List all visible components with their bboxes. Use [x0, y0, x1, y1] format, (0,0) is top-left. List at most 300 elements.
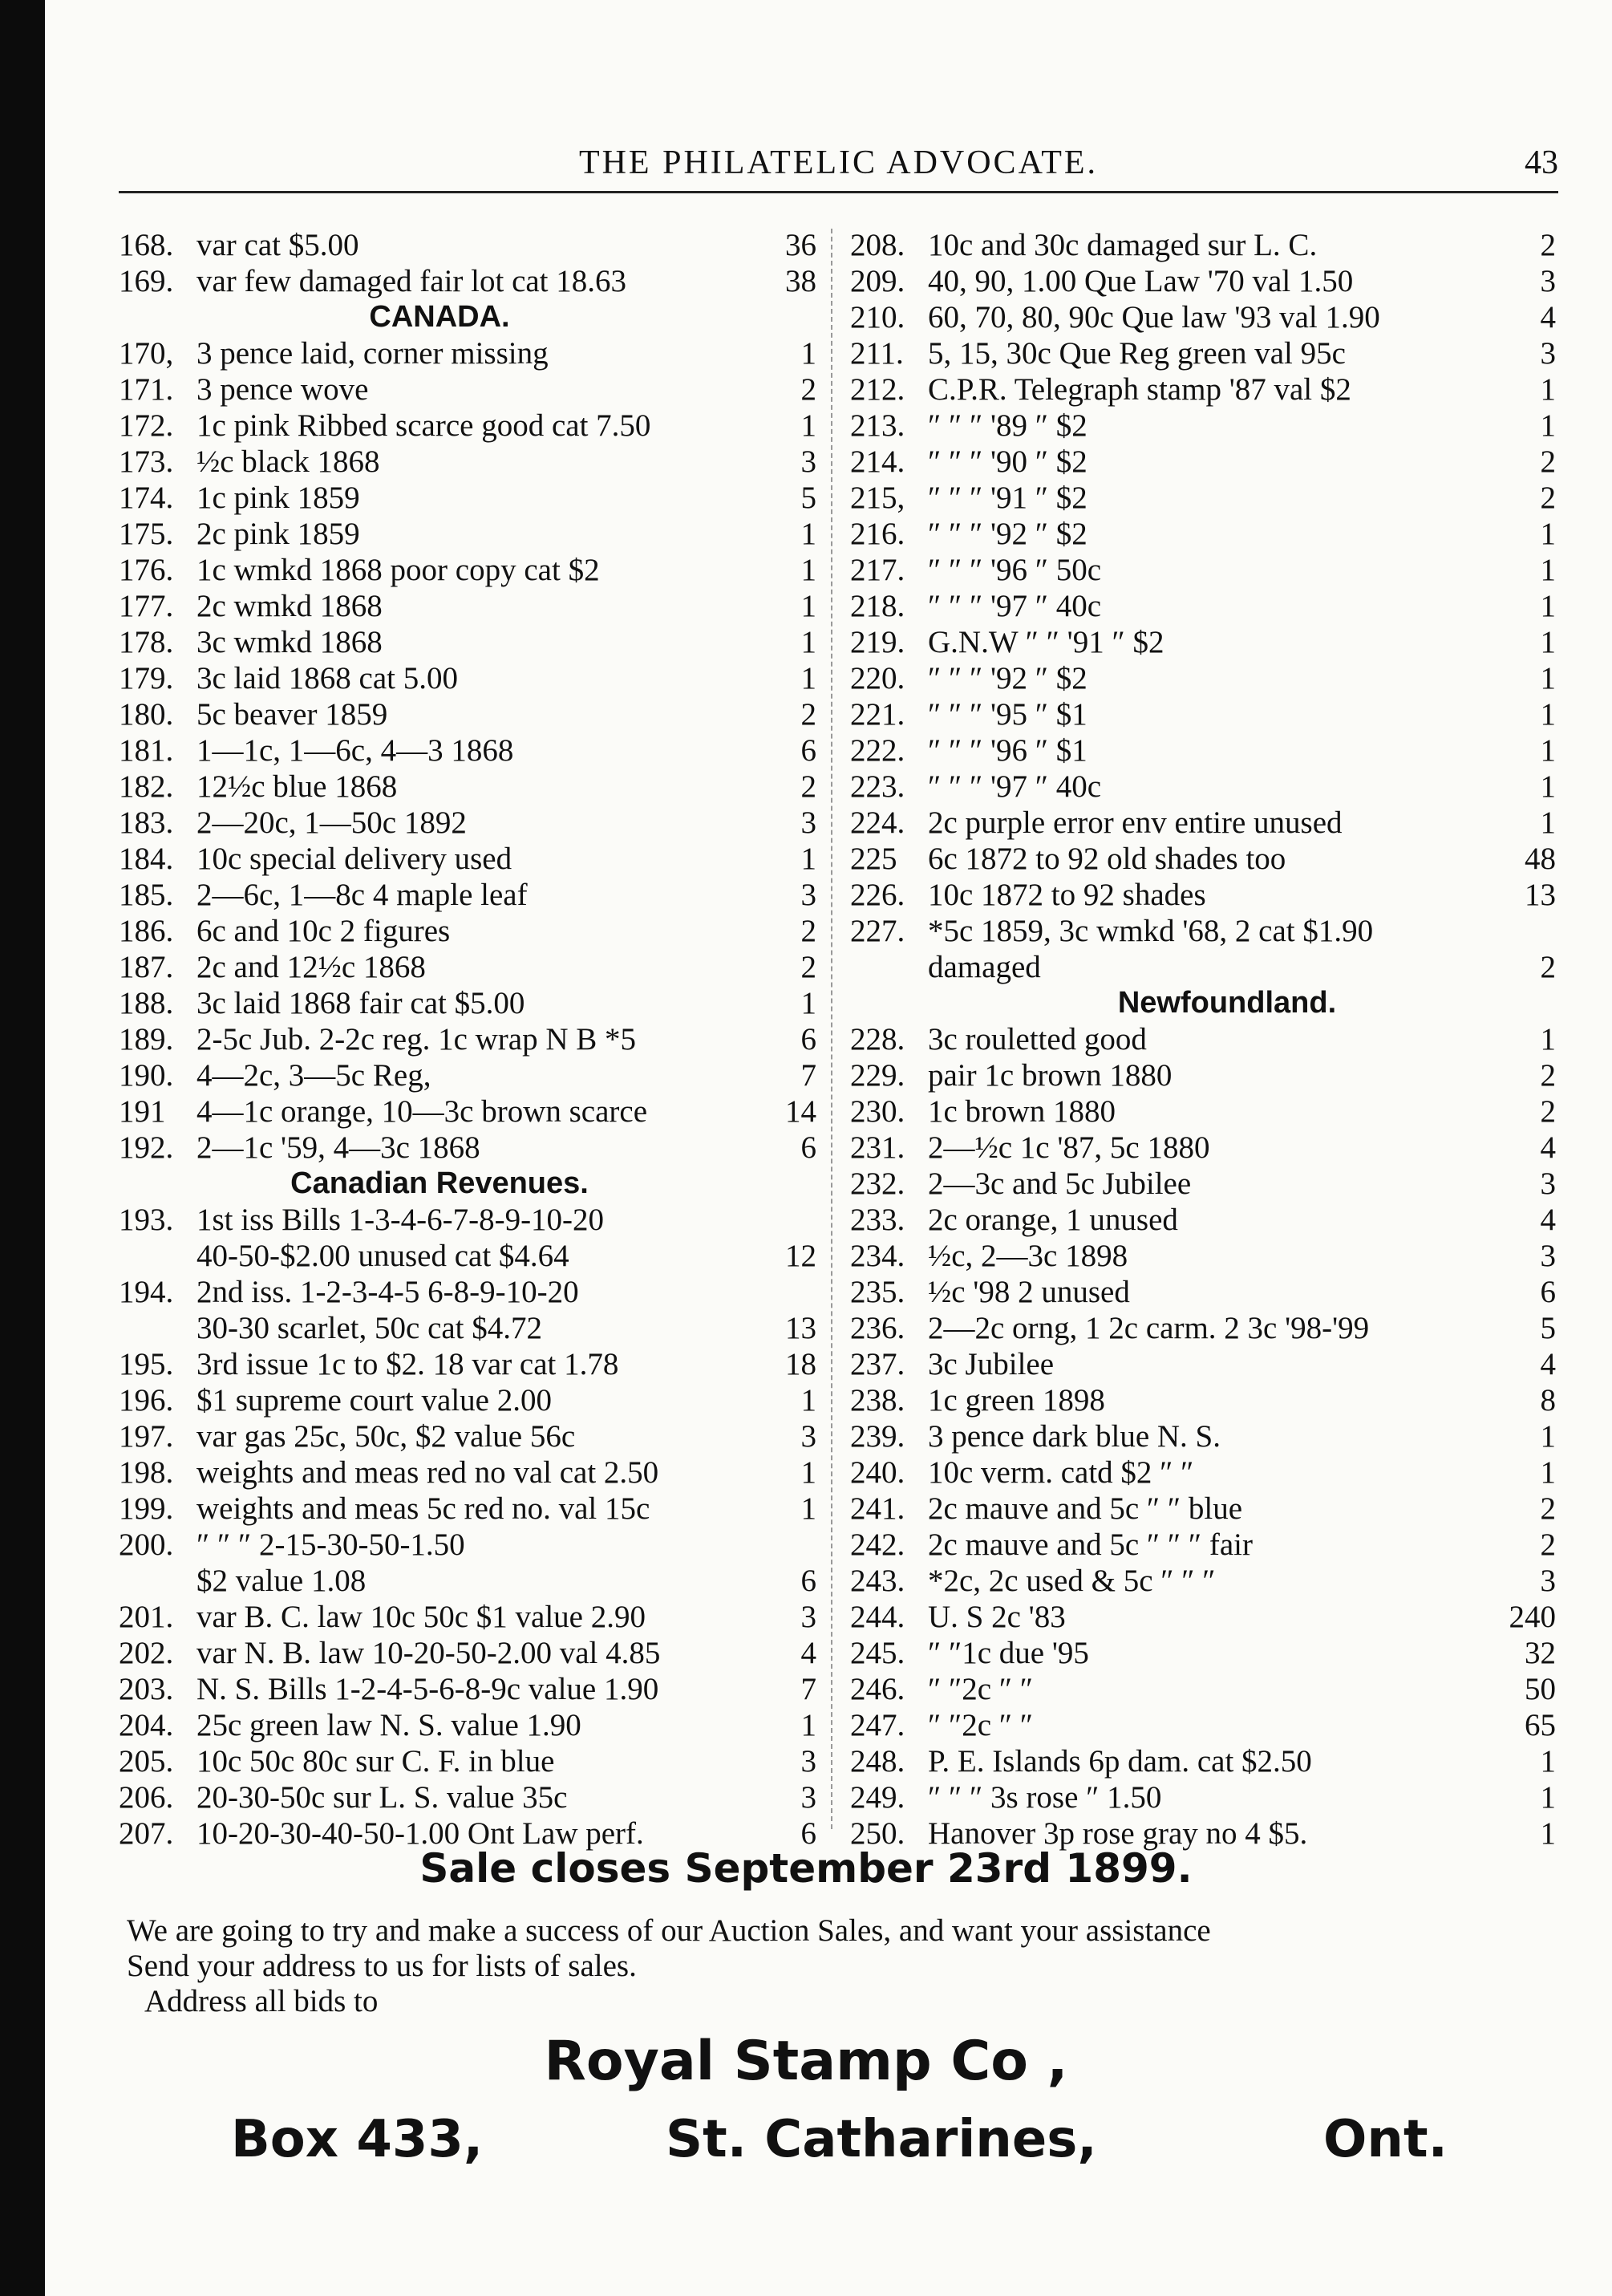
lot-row	[119, 1130, 816, 1166]
lot-number: 188.	[119, 986, 174, 1020]
lot-quantity: 1	[800, 553, 816, 587]
lot-row	[119, 552, 816, 588]
lot-description: weights and meas red no val cat 2.50	[196, 1455, 659, 1490]
lot-description: 3c wmkd 1868	[196, 625, 383, 659]
lot-row	[850, 1166, 1556, 1202]
lot-number: 224.	[850, 805, 905, 840]
lot-description: 10-20-30-40-50-1.00 Ont Law perf.	[196, 1816, 644, 1851]
lot-quantity: 1	[800, 661, 816, 696]
lot-quantity: 2	[800, 914, 816, 948]
lot-quantity: 1	[1540, 1816, 1556, 1851]
lot-quantity: 1	[1540, 1780, 1556, 1815]
lot-row	[119, 588, 816, 624]
lot-description: var gas 25c, 50c, $2 value 56c	[196, 1419, 576, 1454]
lot-quantity: 1	[1540, 1419, 1556, 1454]
lot-quantity: 1	[800, 986, 816, 1020]
lot-quantity: 1	[800, 1455, 816, 1490]
lot-number: 169.	[119, 264, 174, 298]
lot-description: 30-30 scarlet, 50c cat $4.72	[196, 1311, 543, 1345]
lot-number: 215,	[850, 481, 905, 515]
lot-number: 198.	[119, 1455, 174, 1490]
lot-row	[850, 1021, 1556, 1057]
notice-line: Send your address to us for lists of sales.	[127, 1949, 637, 1983]
lot-number: 225	[850, 842, 897, 876]
scan-edge-bar	[0, 0, 45, 2296]
lot-row	[850, 732, 1556, 769]
lot-number: 247.	[850, 1708, 905, 1742]
lot-description: 4—1c orange, 10—3c brown scarce	[196, 1094, 648, 1129]
lot-description: 1—1c, 1—6c, 4—3 1868	[196, 733, 514, 768]
lot-quantity: 1	[800, 517, 816, 551]
right-column	[850, 227, 1556, 1852]
lot-description: var B. C. law 10c 50c $1 value 2.90	[196, 1600, 646, 1634]
lot-number: 179.	[119, 661, 174, 696]
lot-description: 3c laid 1868 fair cat $5.00	[196, 986, 525, 1020]
lot-number: 234.	[850, 1239, 905, 1273]
lot-continuation	[119, 1238, 816, 1274]
lot-description: 1st iss Bills 1-3-4-6-7-8-9-10-20	[196, 1203, 605, 1237]
lot-description: 25c green law N. S. value 1.90	[196, 1708, 581, 1742]
lot-row	[850, 1130, 1556, 1166]
lot-continuation	[850, 949, 1556, 985]
lot-quantity: 32	[1525, 1636, 1556, 1670]
lot-quantity: 50	[1525, 1672, 1556, 1706]
address-province: Ont.	[1323, 2110, 1448, 2169]
lot-number: 184.	[119, 842, 174, 876]
lot-description: weights and meas 5c red no. val 15c	[196, 1491, 650, 1526]
lot-number: 193.	[119, 1203, 174, 1237]
lot-row	[119, 1202, 816, 1238]
lot-quantity: 3	[1540, 1564, 1556, 1598]
lot-quantity: 1	[1540, 1744, 1556, 1779]
lot-description: 3c laid 1868 cat 5.00	[196, 661, 458, 696]
lot-description: 2—6c, 1—8c 4 maple leaf	[196, 878, 528, 912]
lot-quantity: 18	[785, 1347, 816, 1381]
lot-number: 206.	[119, 1780, 174, 1815]
lot-row	[850, 227, 1556, 263]
lot-number: 175.	[119, 517, 174, 551]
page-header	[119, 143, 1558, 193]
lot-row	[119, 1635, 816, 1671]
address-box: Box 433,	[231, 2110, 484, 2169]
lot-quantity: 3	[1540, 1239, 1556, 1273]
lot-quantity: 2	[800, 697, 816, 732]
lot-row	[119, 227, 816, 263]
lot-row	[119, 408, 816, 444]
lot-quantity: 1	[800, 1708, 816, 1742]
lot-number: 185.	[119, 878, 174, 912]
lot-quantity: 4	[1540, 1130, 1556, 1165]
lot-quantity: 3	[1540, 264, 1556, 298]
lot-description: 2nd iss. 1-2-3-4-5 6-8-9-10-20	[196, 1275, 579, 1309]
lot-description: pair 1c brown 1880	[928, 1058, 1173, 1093]
sale-closing-headline: Sale closes September 23rd 1899.	[419, 1845, 1193, 1892]
lot-number: 235.	[850, 1275, 905, 1309]
lot-quantity: 6	[1540, 1275, 1556, 1309]
lot-description: ″ ″ ″ '89 ″ $2	[928, 408, 1087, 443]
lot-description: 2c and 12½c 1868	[196, 950, 426, 984]
lot-row	[850, 1779, 1556, 1815]
lot-number: 195.	[119, 1347, 174, 1381]
lot-number: 248.	[850, 1744, 905, 1779]
lot-quantity: 3	[800, 1600, 816, 1634]
lot-description: ″ ″ ″ '97 ″ 40c	[928, 589, 1102, 623]
lot-number: 171.	[119, 372, 174, 407]
lot-row	[850, 408, 1556, 444]
lot-row	[850, 588, 1556, 624]
lot-description: 2c wmkd 1868	[196, 589, 383, 623]
lot-quantity: 3	[800, 878, 816, 912]
lot-row	[119, 1599, 816, 1635]
lot-number: 173.	[119, 444, 174, 479]
section-heading: Newfoundland.	[1117, 986, 1337, 1020]
lot-row	[850, 1635, 1556, 1671]
lot-quantity: 7	[800, 1672, 816, 1706]
lot-quantity: 1	[1540, 589, 1556, 623]
lot-description: 2c purple error env entire unused	[928, 805, 1343, 840]
lot-number: 249.	[850, 1780, 905, 1815]
lot-number: 236.	[850, 1311, 905, 1345]
lot-description: 60, 70, 80, 90c Que law '93 val 1.90	[928, 300, 1380, 335]
lot-description: 3c Jubilee	[928, 1347, 1055, 1381]
lot-number: 194.	[119, 1275, 174, 1309]
lot-row	[850, 913, 1556, 949]
lot-description: N. S. Bills 1-2-4-5-6-8-9c value 1.90	[196, 1672, 659, 1706]
lot-description: 2—½c 1c '87, 5c 1880	[928, 1130, 1210, 1165]
lot-quantity: 1	[1540, 625, 1556, 659]
lot-row	[850, 1527, 1556, 1563]
lot-quantity: 3	[800, 1780, 816, 1815]
lot-row	[119, 841, 816, 877]
lot-description: ½c '98 2 unused	[928, 1275, 1130, 1309]
lot-number: 229.	[850, 1058, 905, 1093]
lot-quantity: 6	[800, 733, 816, 768]
lot-quantity: 6	[800, 1816, 816, 1851]
lot-number: 202.	[119, 1636, 174, 1670]
lot-number: 240.	[850, 1455, 905, 1490]
lot-description: 1c pink Ribbed scarce good cat 7.50	[196, 408, 651, 443]
lot-description: 2c mauve and 5c ″ ″ blue	[928, 1491, 1243, 1526]
lot-number: 172.	[119, 408, 174, 443]
lot-description: 2c orange, 1 unused	[928, 1203, 1178, 1237]
lot-number: 177.	[119, 589, 174, 623]
lot-row	[850, 480, 1556, 516]
lot-row	[850, 769, 1556, 805]
lot-quantity: 2	[1540, 950, 1556, 984]
company-name: Royal Stamp Co ,	[544, 2030, 1068, 2093]
lot-quantity: 1	[1540, 805, 1556, 840]
lot-row	[119, 516, 816, 552]
lot-description: 3 pence laid, corner missing	[196, 336, 549, 371]
lot-number: 216.	[850, 517, 905, 551]
lot-number: 197.	[119, 1419, 174, 1454]
lot-row	[119, 480, 816, 516]
lot-description: ″ ″ ″ '90 ″ $2	[928, 444, 1087, 479]
lot-number: 241.	[850, 1491, 905, 1526]
lot-description: 3rd issue 1c to $2. 18 var cat 1.78	[196, 1347, 619, 1381]
lot-row	[850, 877, 1556, 913]
lot-number: 209.	[850, 264, 905, 298]
lot-quantity: 3	[1540, 336, 1556, 371]
lot-number: 170,	[119, 336, 174, 371]
lot-description: 10c 50c 80c sur C. F. in blue	[196, 1744, 555, 1779]
lot-number: 220.	[850, 661, 905, 696]
page-number: 43	[1525, 144, 1558, 181]
lot-number: 180.	[119, 697, 174, 732]
lot-quantity: 1	[1540, 769, 1556, 804]
lot-continuation	[119, 1310, 816, 1346]
lot-description: ″ ″ ″ '91 ″ $2	[928, 481, 1087, 515]
lot-row	[850, 1057, 1556, 1093]
lot-row	[119, 263, 816, 299]
lot-quantity: 6	[800, 1564, 816, 1598]
lot-number: 226.	[850, 878, 905, 912]
lot-description: damaged	[928, 950, 1041, 984]
lot-description: 1c wmkd 1868 poor copy cat $2	[196, 553, 600, 587]
lot-number: 176.	[119, 553, 174, 587]
notice-line: We are going to try and make a success of our Auction Sales, and want your assistance	[127, 1913, 1211, 1948]
lot-number: 205.	[119, 1744, 174, 1779]
lot-number: 231.	[850, 1130, 905, 1165]
lot-number: 199.	[119, 1491, 174, 1526]
lot-number: 181.	[119, 733, 174, 768]
lot-number: 246.	[850, 1672, 905, 1706]
lot-number: 214.	[850, 444, 905, 479]
lot-number: 244.	[850, 1600, 905, 1634]
lot-row	[119, 1491, 816, 1527]
lot-row	[119, 769, 816, 805]
lot-quantity: 2	[800, 950, 816, 984]
lot-number: 238.	[850, 1383, 905, 1418]
lot-description: G.N.W ″ ″ '91 ″ $2	[928, 625, 1164, 659]
lot-number: 201.	[119, 1600, 174, 1634]
lot-number: 200.	[119, 1527, 174, 1562]
lot-description: 1c green 1898	[928, 1383, 1105, 1418]
lot-description: 12½c blue 1868	[196, 769, 398, 804]
lot-quantity: 1	[1540, 553, 1556, 587]
lot-description: 5, 15, 30c Que Reg green val 95c	[928, 336, 1346, 371]
lot-row	[850, 696, 1556, 732]
lot-description: 2—1c '59, 4—3c 1868	[196, 1130, 480, 1165]
lot-number: 187.	[119, 950, 174, 984]
lot-description: 10c special delivery used	[196, 842, 512, 876]
lot-description: ″ ″2c ″ ″	[928, 1708, 1034, 1742]
lot-number: 203.	[119, 1672, 174, 1706]
lot-number: 250.	[850, 1816, 905, 1851]
lot-number: 223.	[850, 769, 905, 804]
lot-quantity: 1	[1540, 1455, 1556, 1490]
lot-description: $2 value 1.08	[196, 1564, 367, 1598]
lot-quantity: 12	[785, 1239, 816, 1273]
auction-notice	[127, 1913, 1570, 2019]
lot-quantity: 2	[1540, 228, 1556, 262]
lot-row	[850, 335, 1556, 371]
lot-description: 2—3c and 5c Jubilee	[928, 1166, 1192, 1201]
lot-description: ″ ″1c due '95	[928, 1636, 1089, 1670]
lot-quantity: 6	[800, 1130, 816, 1165]
lot-row	[119, 444, 816, 480]
lot-row	[119, 1382, 816, 1418]
lot-number: 217.	[850, 553, 905, 587]
lot-description: ″ ″ ″ '95 ″ $1	[928, 697, 1087, 732]
notice-line: Address all bids to	[144, 1984, 379, 2018]
lot-number: 245.	[850, 1636, 905, 1670]
lot-number: 230.	[850, 1094, 905, 1129]
lot-number: 237.	[850, 1347, 905, 1381]
lot-quantity: 2	[1540, 1094, 1556, 1129]
lot-number: 213.	[850, 408, 905, 443]
lot-number: 233.	[850, 1203, 905, 1237]
lot-row	[119, 1274, 816, 1310]
lot-description: ″ ″ ″ '96 ″ 50c	[928, 553, 1102, 587]
lot-row	[850, 299, 1556, 335]
lot-description: U. S 2c '83	[928, 1600, 1066, 1634]
lot-description: 1c pink 1859	[196, 481, 360, 515]
lot-row	[850, 1310, 1556, 1346]
lot-description: 1c brown 1880	[928, 1094, 1116, 1129]
lot-description: ½c, 2—3c 1898	[928, 1239, 1128, 1273]
lot-description: 40-50-$2.00 unused cat $4.64	[196, 1239, 569, 1273]
lot-row	[850, 444, 1556, 480]
lot-row	[119, 335, 816, 371]
lot-row	[850, 1274, 1556, 1310]
lot-number: 168.	[119, 228, 174, 262]
lot-quantity: 1	[1540, 517, 1556, 551]
lot-row	[119, 949, 816, 985]
lot-number: 182.	[119, 769, 174, 804]
lot-row	[850, 1671, 1556, 1707]
lot-number: 228.	[850, 1022, 905, 1057]
lot-quantity: 3	[800, 444, 816, 479]
lot-description: *2c, 2c used & 5c ″ ″ ″	[928, 1564, 1216, 1598]
lot-quantity: 38	[785, 264, 816, 298]
lot-description: 3 pence wove	[196, 372, 369, 407]
lot-row	[119, 1527, 816, 1563]
lot-description: Hanover 3p rose gray no 4 $5.	[928, 1816, 1308, 1851]
lot-quantity: 2	[1540, 1527, 1556, 1562]
lot-description: ″ ″ ″ 2-15-30-50-1.50	[196, 1527, 465, 1562]
lot-description: 2—2c orng, 1 2c carm. 2 3c '98-'99	[928, 1311, 1370, 1345]
left-column	[119, 227, 816, 1852]
lot-number: 243.	[850, 1564, 905, 1598]
section-heading: Canadian Revenues.	[290, 1166, 589, 1200]
lot-number: 221.	[850, 697, 905, 732]
lot-row	[119, 732, 816, 769]
lot-quantity: 1	[800, 408, 816, 443]
lot-row	[850, 263, 1556, 299]
lot-number: 211.	[850, 336, 904, 371]
lot-description: 6c and 10c 2 figures	[196, 914, 451, 948]
lot-quantity: 240	[1509, 1600, 1556, 1634]
lot-number: 189.	[119, 1022, 174, 1057]
lot-row	[850, 1238, 1556, 1274]
lot-quantity: 1	[800, 336, 816, 371]
lot-quantity: 4	[800, 1636, 816, 1670]
lot-quantity: 8	[1540, 1383, 1556, 1418]
lot-quantity: 1	[800, 1383, 816, 1418]
lot-quantity: 6	[800, 1022, 816, 1057]
lot-description: var few damaged fair lot cat 18.63	[196, 264, 627, 298]
lot-description: 10c 1872 to 92 shades	[928, 878, 1206, 912]
lot-row	[119, 913, 816, 949]
lot-description: *5c 1859, 3c wmkd '68, 2 cat $1.90	[928, 914, 1374, 948]
lot-number: 239.	[850, 1419, 905, 1454]
lot-quantity: 36	[785, 228, 816, 262]
lot-row	[850, 1563, 1556, 1599]
lot-row	[850, 1382, 1556, 1418]
lot-row	[850, 1346, 1556, 1382]
lot-description: ″ ″ ″ '96 ″ $1	[928, 733, 1087, 768]
lot-quantity: 1	[1540, 372, 1556, 407]
lot-quantity: 3	[800, 1419, 816, 1454]
lot-row	[850, 371, 1556, 408]
lot-row	[119, 1021, 816, 1057]
lot-row	[850, 660, 1556, 696]
address-city: St. Catharines,	[666, 2110, 1097, 2169]
lot-row	[850, 1454, 1556, 1491]
lot-quantity: 2	[1540, 1058, 1556, 1093]
lot-number: 232.	[850, 1166, 905, 1201]
lot-description: C.P.R. Telegraph stamp '87 val $2	[928, 372, 1351, 407]
lot-number: 208.	[850, 228, 905, 262]
lot-description: ″ ″2c ″ ″	[928, 1672, 1034, 1706]
lot-quantity: 5	[800, 481, 816, 515]
lot-quantity: 2	[800, 769, 816, 804]
lot-description: ½c black 1868	[196, 444, 380, 479]
lot-row	[850, 805, 1556, 841]
lot-row	[119, 1743, 816, 1779]
lot-row	[119, 696, 816, 732]
lot-description: 2c pink 1859	[196, 517, 360, 551]
lot-description: 6c 1872 to 92 old shades too	[928, 842, 1286, 876]
lot-description: 2c mauve and 5c ″ ″ ″ fair	[928, 1527, 1253, 1562]
lot-row	[850, 552, 1556, 588]
lot-number: 174.	[119, 481, 174, 515]
lot-row	[850, 1202, 1556, 1238]
lot-description: 5c beaver 1859	[196, 697, 388, 732]
lot-quantity: 1	[800, 1491, 816, 1526]
lot-row	[119, 624, 816, 660]
lot-description: P. E. Islands 6p dam. cat $2.50	[928, 1744, 1312, 1779]
lot-description: ″ ″ ″ 3s rose ″ 1.50	[928, 1780, 1162, 1815]
lot-quantity: 2	[1540, 444, 1556, 479]
lot-number: 183.	[119, 805, 174, 840]
lot-quantity: 3	[800, 1744, 816, 1779]
lot-number: 204.	[119, 1708, 174, 1742]
lot-row	[119, 1671, 816, 1707]
lot-quantity: 2	[1540, 1491, 1556, 1526]
lot-quantity: 7	[800, 1058, 816, 1093]
lot-description: 10c verm. catd $2 ″ ″	[928, 1455, 1194, 1490]
running-title: THE PHILATELIC ADVOCATE.	[578, 144, 1099, 181]
lot-row	[119, 1707, 816, 1743]
lot-description: 2—20c, 1—50c 1892	[196, 805, 467, 840]
lot-quantity: 4	[1540, 300, 1556, 335]
lot-quantity: 13	[1525, 878, 1556, 912]
lot-row	[119, 371, 816, 408]
lot-row	[850, 1491, 1556, 1527]
lot-description: 20-30-50c sur L. S. value 35c	[196, 1780, 568, 1815]
lot-quantity: 4	[1540, 1203, 1556, 1237]
lot-number: 219.	[850, 625, 905, 659]
lot-quantity: 13	[785, 1311, 816, 1345]
lot-row	[850, 1418, 1556, 1454]
lot-number: 186.	[119, 914, 174, 948]
lot-description: ″ ″ ″ '92 ″ $2	[928, 517, 1087, 551]
lot-description: 40, 90, 1.00 Que Law '70 val 1.50	[928, 264, 1354, 298]
lot-number: 242.	[850, 1527, 905, 1562]
lot-continuation	[119, 1563, 816, 1599]
